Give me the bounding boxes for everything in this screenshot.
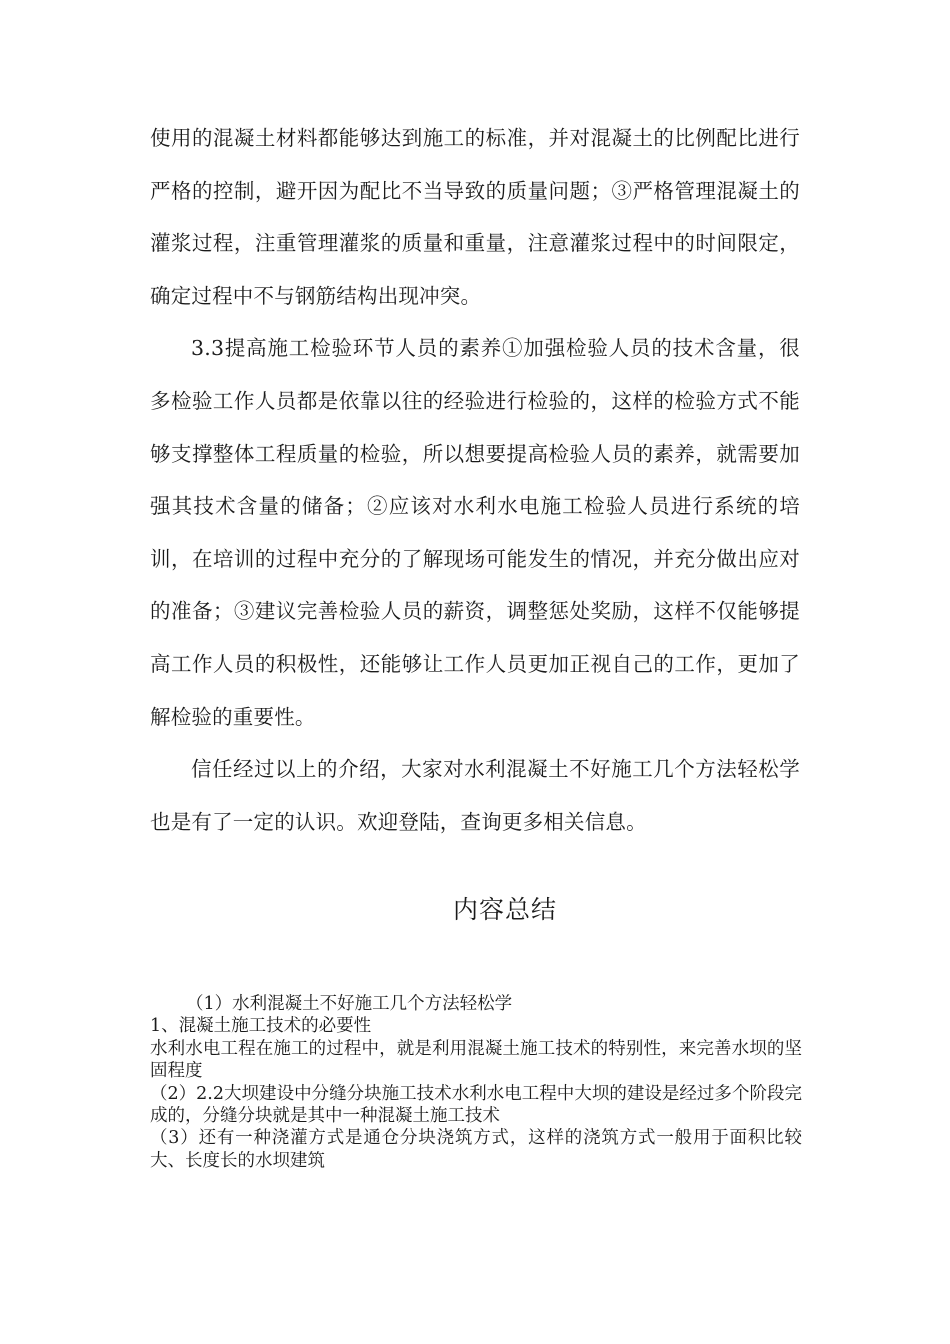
paragraph-closing: 信任经过以上的介绍，大家对水利混凝土不好施工几个方法轻松学也是有了一定的认识。欢迎登陆，查询更多相关信息。 xyxy=(150,757,800,834)
body-text xyxy=(150,112,800,848)
summary-line: 1、混凝土施工技术的必要性 xyxy=(150,1016,372,1037)
summary-line: （2）2.2大坝建设中分缝分块施工技术水利水电工程中大坝的建设是经过多个阶段完成的，分缝分块就是其中一种混凝土施工技术 xyxy=(150,1083,802,1127)
paragraph-inspector-quality: 3.3提高施工检验环节人员的素养①加强检验人员的技术含量，很多检验工作人员都是依靠以往的经验进行检验的，这样的检验方式不能够支撑整体工程质量的检验，所以想要提高检验人员的素养，就需要加强其技术含量的储备；②应该对水利水电施工检验人员进行系统的培训，在培训的过程中充分的了解现场可能发生的情况，并充分做出应对的准备；③建议完善检验人员的薪资，调整惩处奖励，这样不仅能够提高工作人员的积极性，还能够让工作人员更加正视自己的工作，更加了解检验的重要性。 xyxy=(150,336,800,729)
summary-section xyxy=(150,993,802,1172)
paragraph-concrete-control: 使用的混凝土材料都能够达到施工的标准，并对混凝土的比例配比进行严格的控制，避开因为配比不当导致的质量问题；③严格管理混凝土的灌浆过程，注重管理灌浆的质量和重量，注意灌浆过程中的时间限定，确定过程中不与钢筋结构出现冲突。 xyxy=(150,126,800,308)
summary-line: （3）还有一种浇灌方式是通仓分块浇筑方式，这样的浇筑方式一般用于面积比较大、长度长的水坝建筑 xyxy=(150,1128,802,1171)
summary-line: （1）水利混凝土不好施工几个方法轻松学 xyxy=(186,994,513,1014)
summary-line: 水利水电工程在施工的过程中，就是利用混凝土施工技术的特别性，来完善水坝的坚固程度 xyxy=(150,1038,802,1082)
summary-title: 内容总结 xyxy=(452,895,557,924)
